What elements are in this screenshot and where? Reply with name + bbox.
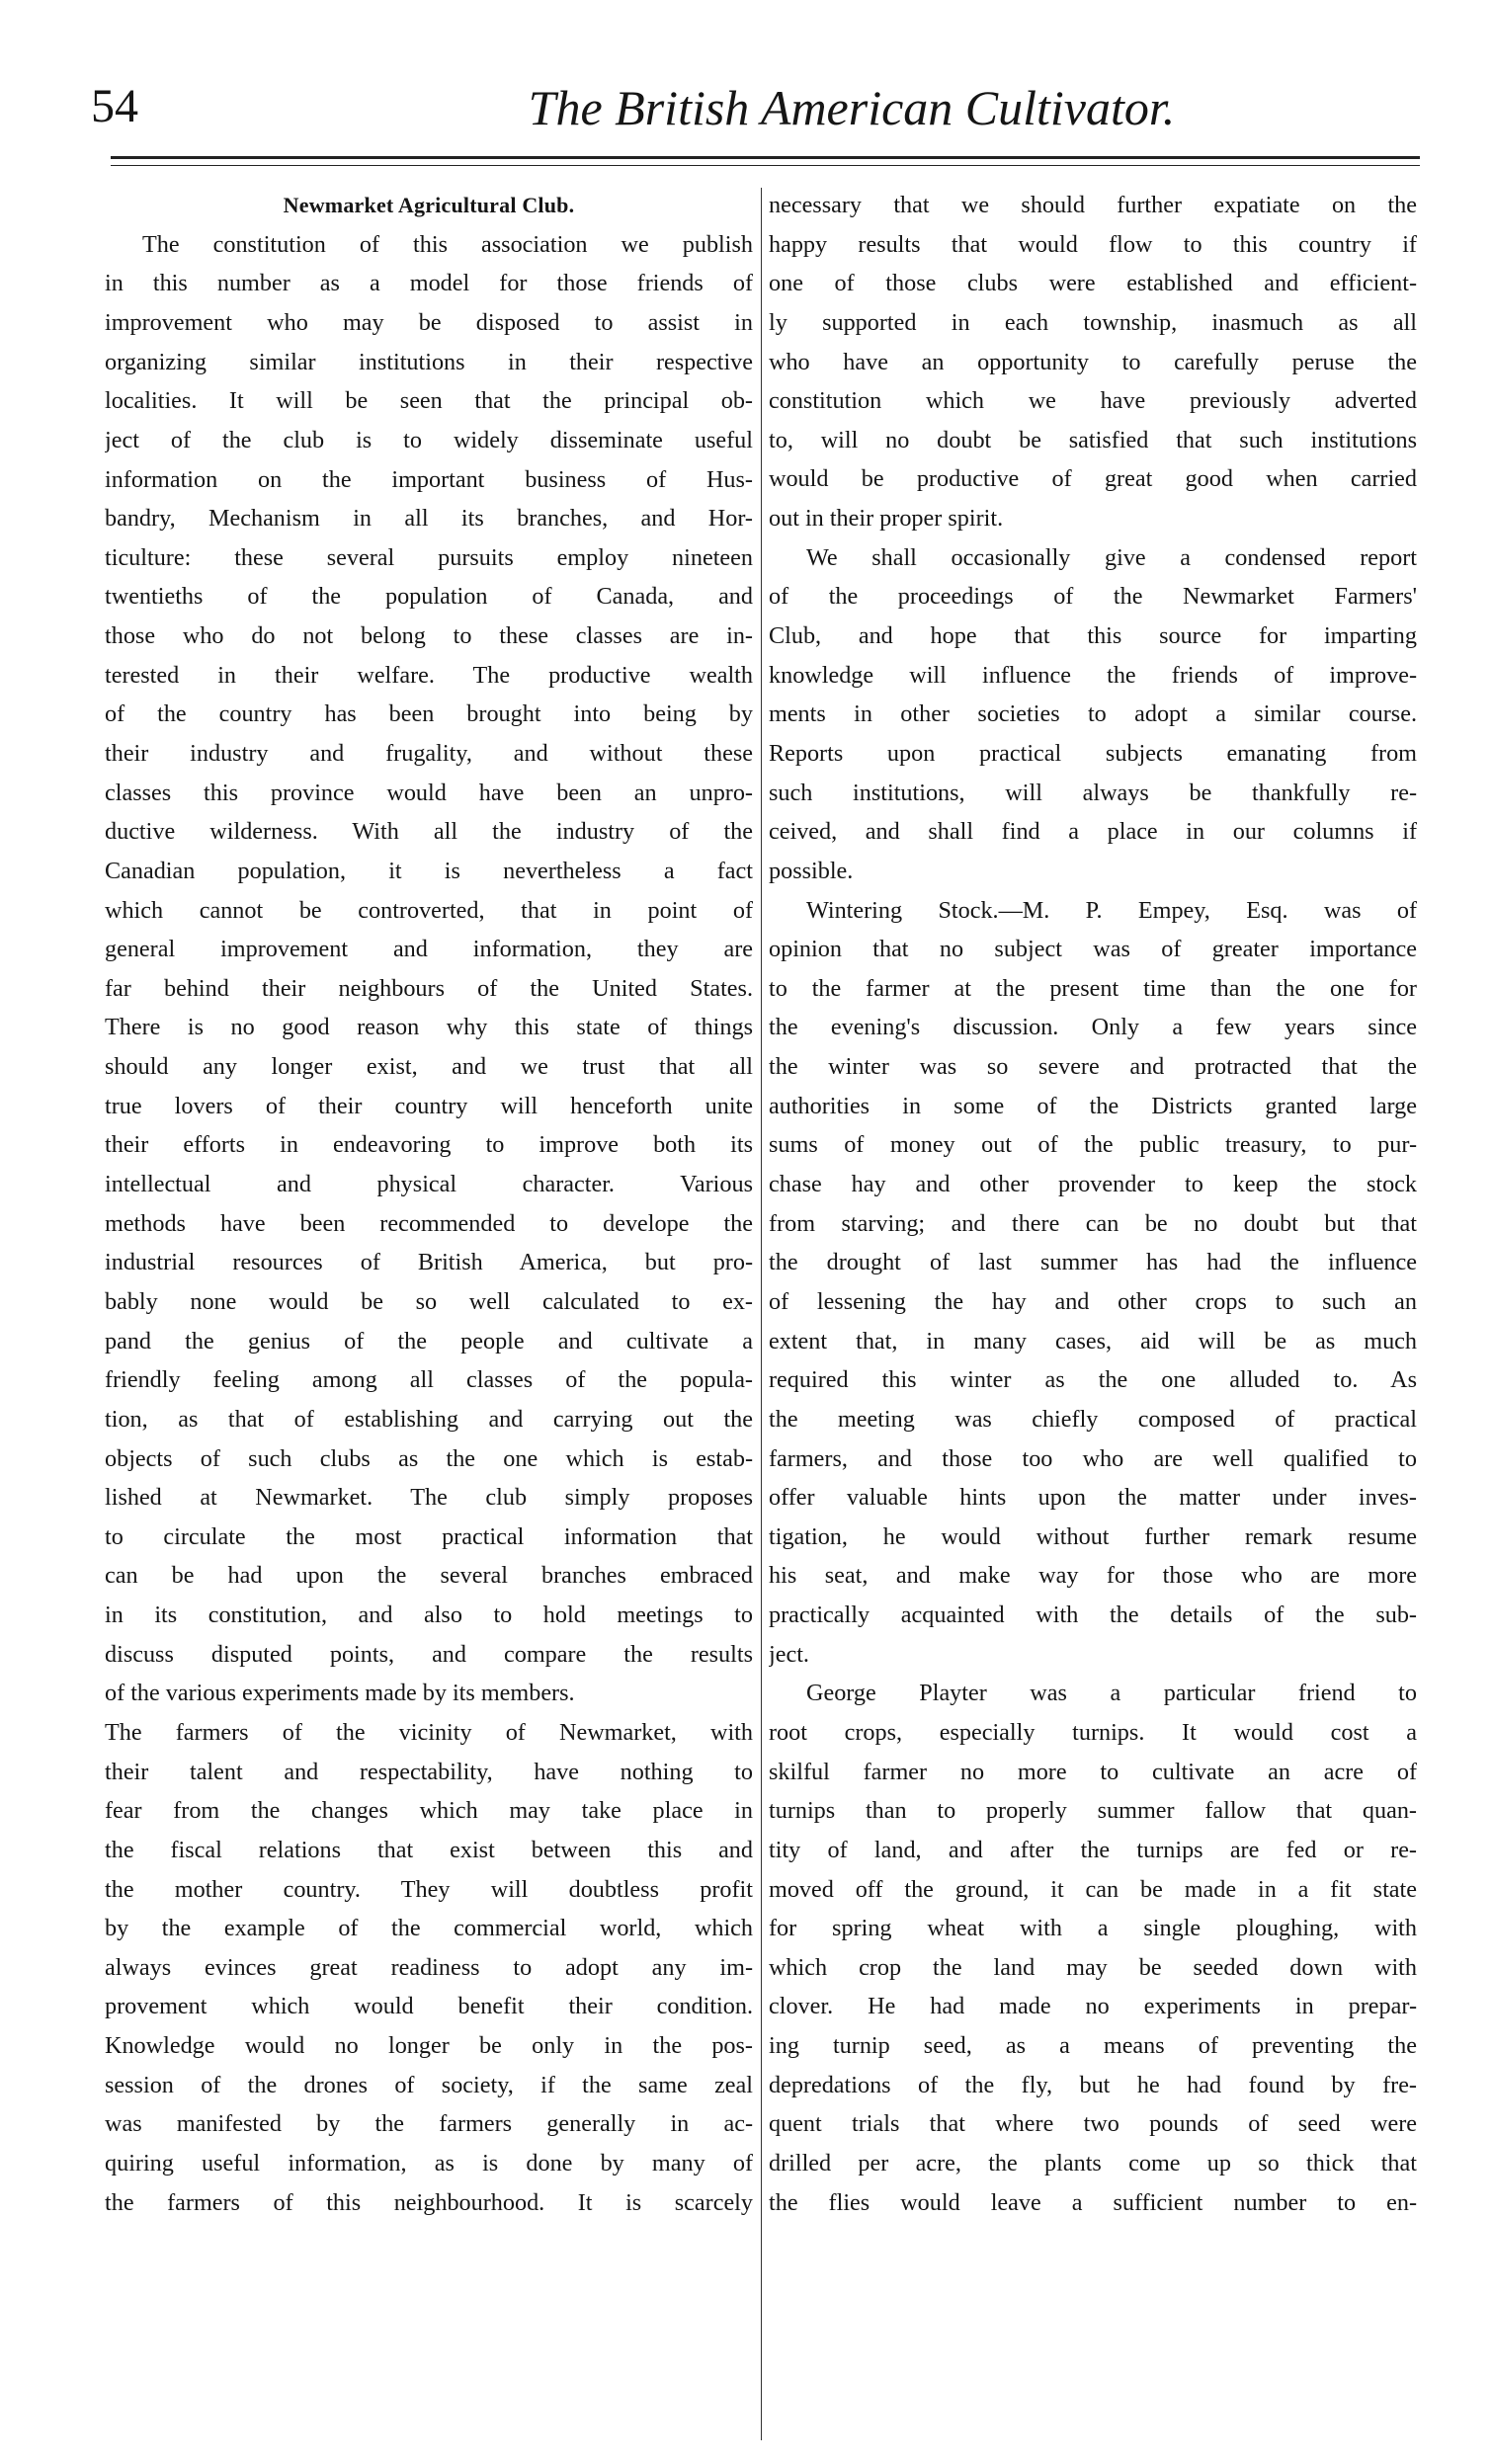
left-column-line: their efforts in endeavoring to improve both its: [105, 1131, 753, 1159]
journal-title: The British American Cultivator.: [528, 80, 1176, 135]
right-column-line: for spring wheat with a single ploughing, with: [769, 1915, 1417, 1942]
right-column-line: necessary that we should further expatiate on the: [769, 192, 1417, 218]
left-column-line: Knowledge would no longer be only in the pos-: [105, 2032, 753, 2060]
right-column-line: authorities in some of the Districts granted large: [769, 1092, 1417, 1119]
column-divider: [761, 188, 762, 2440]
right-column-line: the meeting was chiefly composed of practical: [769, 1405, 1417, 1433]
left-column-line: information on the important business of Hus-: [105, 465, 753, 493]
left-column-line: discuss disputed points, and compare the results: [105, 1640, 753, 1668]
left-column-line: industrial resources of British America, but pro-: [105, 1249, 753, 1276]
right-column-line: chase hay and other provender to keep the stock: [769, 1171, 1417, 1198]
left-column-line: tion, as that of establishing and carrying out the: [105, 1405, 753, 1433]
page-number: 54: [91, 80, 138, 132]
right-column-line: We shall occasionally give a condensed report: [806, 543, 1417, 571]
left-column-line: intellectual and physical character. Various: [105, 1171, 753, 1198]
right-column: [769, 186, 1417, 2222]
right-column-line: farmers, and those too who are well qualified to: [769, 1444, 1417, 1472]
right-column-line: practically acquainted with the details of the sub-: [769, 1602, 1417, 1629]
left-column-text: [105, 225, 753, 2223]
left-column-line: localities. It will be seen that the principal ob-: [105, 387, 753, 415]
left-column-line: bandry, Mechanism in all its branches, and Hor-: [105, 505, 753, 533]
left-column-line: organizing similar institutions in their respective: [105, 348, 753, 375]
left-column-line: classes this province would have been an unpro-: [105, 779, 753, 806]
right-column-line: depredations of the fly, but he had found by fre-: [769, 2071, 1417, 2098]
right-column-line: from starving; and there can be no doubt but that: [769, 1209, 1417, 1237]
right-column-line: possible.: [769, 857, 854, 884]
right-column-line: Reports upon practical subjects emanating from: [769, 739, 1417, 767]
right-column-line: tigation, he would without further remark resume: [769, 1522, 1417, 1550]
left-column-line: true lovers of their country will henceforth unite: [105, 1092, 753, 1119]
right-column-line: who have an opportunity to carefully peruse the: [769, 348, 1417, 375]
right-column-line: out in their proper spirit.: [769, 505, 1004, 533]
left-column-line: the fiscal relations that exist between this and: [105, 1836, 753, 1863]
left-column-line: in its constitution, and also to hold meetings to: [105, 1602, 753, 1629]
left-column-line: lished at Newmarket. The club simply proposes: [105, 1484, 753, 1512]
right-column-line: such institutions, will always be thankfully re-: [769, 779, 1417, 806]
left-column-line: ductive wilderness. With all the industry of the: [105, 818, 753, 846]
left-column-line: always evinces great readiness to adopt any im-: [105, 1953, 753, 1981]
left-column-line: to circulate the most practical information that: [105, 1522, 753, 1550]
left-column-line: their talent and respectability, have nothing to: [105, 1758, 753, 1785]
left-column-line: terested in their welfare. The productive wealth: [105, 661, 753, 689]
right-column-line: quent trials that where two pounds of seed were: [769, 2110, 1417, 2138]
right-column-line: Club, and hope that this source for imparting: [769, 622, 1417, 650]
left-column-line: the mother country. They will doubtless profit: [105, 1875, 753, 1903]
left-column-line: provement which would benefit their condition.: [105, 1993, 753, 2020]
right-column-line: the drought of last summer has had the influence: [769, 1249, 1417, 1276]
header-rule: [111, 156, 1420, 166]
right-column-line: extent that, in many cases, aid will be as much: [769, 1327, 1417, 1355]
right-column-line: of the proceedings of the Newmarket Farmers': [769, 583, 1417, 611]
left-column-line: objects of such clubs as the one which is estab-: [105, 1444, 753, 1472]
left-column-line: their industry and frugality, and without these: [105, 739, 753, 767]
left-column-line: friendly feeling among all classes of the popula-: [105, 1366, 753, 1394]
right-column-line: clover. He had made no experiments in prepar-: [769, 1993, 1417, 2020]
right-column-line: one of those clubs were established and efficient-: [769, 270, 1417, 297]
right-column-line: the flies would leave a sufficient number to en-: [769, 2188, 1417, 2216]
left-column-line: pand the genius of the people and cultivate a: [105, 1327, 753, 1355]
right-column-line: sums of money out of the public treasury, to pur-: [769, 1131, 1417, 1159]
left-column-line: ticulture: these several pursuits employ nineteen: [105, 543, 753, 571]
right-column-line: ly supported in each township, inasmuch as all: [769, 308, 1417, 336]
left-column-line: those who do not belong to these classes are in-: [105, 622, 753, 650]
left-column-line: session of the drones of society, if the same zeal: [105, 2071, 753, 2098]
right-column-line: his seat, and make way for those who are more: [769, 1562, 1417, 1590]
left-column-line: The constitution of this association we publish: [142, 230, 753, 258]
left-column-line: ject of the club is to widely disseminate useful: [105, 426, 753, 453]
right-column-line: offer valuable hints upon the matter under inves-: [769, 1484, 1417, 1512]
left-column-line: was manifested by the farmers generally in ac-: [105, 2110, 753, 2138]
left-column-line: the farmers of this neighbourhood. It is scarcely: [105, 2188, 753, 2216]
right-column-line: skilful farmer no more to cultivate an acre of: [769, 1758, 1417, 1785]
right-column-line: to, will no doubt be satisfied that such institutions: [769, 426, 1417, 453]
right-column-line: tity of land, and after the turnips are fed or re-: [769, 1836, 1417, 1863]
left-column-line: of the country has been brought into being by: [105, 700, 753, 728]
left-column-line: bably none would be so well calculated to ex-: [105, 1287, 753, 1315]
left-column-line: twentieths of the population of Canada, and: [105, 583, 753, 611]
left-column-line: improvement who may be disposed to assist in: [105, 308, 753, 336]
page-header: [91, 80, 1415, 150]
right-column-line: would be productive of great good when carried: [769, 465, 1417, 493]
right-column-text: [769, 186, 1417, 2222]
left-column-line: can be had upon the several branches embraced: [105, 1562, 753, 1590]
left-column-line: quiring useful information, as is done by many of: [105, 2150, 753, 2177]
right-column-line: constitution which we have previously adverted: [769, 387, 1417, 415]
right-column-line: required this winter as the one alluded to. As: [769, 1366, 1417, 1394]
right-column-line: the winter was so severe and protracted that the: [769, 1053, 1417, 1081]
right-column-line: which crop the land may be seeded down with: [769, 1953, 1417, 1981]
right-column-line: drilled per acre, the plants come up so thick that: [769, 2150, 1417, 2177]
left-column-line: far behind their neighbours of the United States.: [105, 974, 753, 1002]
right-column-line: root crops, especially turnips. It would cost a: [769, 1718, 1417, 1746]
left-column-line: methods have been recommended to develope the: [105, 1209, 753, 1237]
right-column-line: happy results that would flow to this country if: [769, 230, 1417, 258]
right-column-line: to the farmer at the present time than the one for: [769, 974, 1417, 1002]
right-column-line: ments in other societies to adopt a similar course.: [769, 700, 1417, 728]
left-column-line: which cannot be controverted, that in point of: [105, 896, 753, 924]
right-column-line: George Playter was a particular friend to: [806, 1680, 1417, 1707]
left-column-line: There is no good reason why this state of things: [105, 1014, 753, 1041]
right-column-line: Wintering Stock.—M. P. Empey, Esq. was of: [806, 896, 1417, 924]
article-title: Newmarket Agricultural Club.: [283, 193, 575, 217]
left-column-line: The farmers of the vicinity of Newmarket, with: [105, 1719, 753, 1746]
right-column-line: knowledge will influence the friends of improve-: [769, 661, 1417, 689]
right-column-line: moved off the ground, it can be made in a fit state: [769, 1875, 1417, 1903]
left-column: [105, 186, 753, 2222]
left-column-line: Canadian population, it is nevertheless a fact: [105, 857, 753, 884]
left-column-line: fear from the changes which may take place in: [105, 1797, 753, 1825]
left-column-line: of the various experiments made by its members.: [105, 1680, 575, 1707]
right-column-line: of lessening the hay and other crops to such an: [769, 1287, 1417, 1315]
left-column-line: by the example of the commercial world, which: [105, 1915, 753, 1942]
right-column-line: ceived, and shall find a place in our columns if: [769, 818, 1417, 846]
right-column-line: ing turnip seed, as a means of preventing the: [769, 2032, 1417, 2060]
left-column-line: should any longer exist, and we trust that all: [105, 1053, 753, 1081]
right-column-line: the evening's discussion. Only a few years since: [769, 1014, 1417, 1041]
right-column-line: opinion that no subject was of greater importance: [769, 936, 1417, 963]
right-column-line: turnips than to properly summer fallow that quan-: [769, 1797, 1417, 1825]
left-column-line: in this number as a model for those friends of: [105, 270, 753, 297]
right-column-line: ject.: [769, 1640, 809, 1668]
left-column-line: general improvement and information, they are: [105, 936, 753, 963]
